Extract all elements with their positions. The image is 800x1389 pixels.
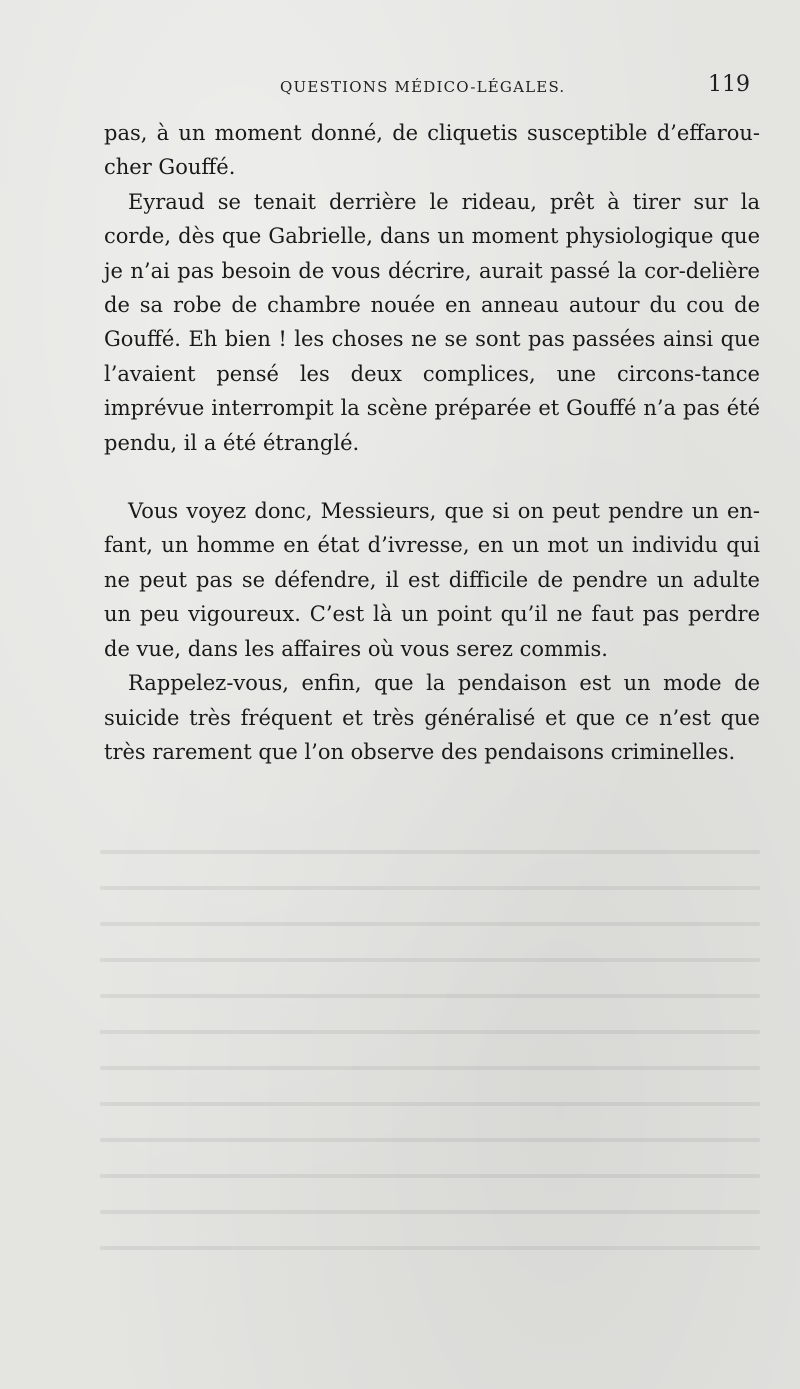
paragraph: Rappelez-vous, enfin, que la pendaison est un mode de suicide très fréquent et très généralisé et que ce n’est que très rarement que l’on observe des pendaisons criminelles. xyxy=(104,671,760,764)
verso-bleed-through xyxy=(100,850,760,1320)
paragraph: Vous voyez donc, Messieurs, que si on peut pendre un en-fant, un homme en état d’ivresse, en un mot un individu qui ne peut pas se défendre, il est difficile de pendre un adulte un peu vigoureux. C’est là un point qu’il ne faut pas perdre de vue, dans les affaires où vous serez commis. xyxy=(104,499,760,661)
paragraph: Eyraud se tenait derrière le rideau, prêt à tirer sur la corde, dès que Gabrielle, dans un moment physiologique que je n’ai pas besoin de vous décrire, aurait passé la cor-delière de sa robe de chambre nouée en anneau autour du cou de Gouffé. Eh bien ! les choses ne se sont pas passées ainsi que l’avaient pensé les deux complices, une circons-tance imprévue interrompit la scène préparée et Gouffé n’a pas été pendu, il a été étranglé. xyxy=(104,189,760,455)
running-head xyxy=(280,72,750,106)
running-title: QUESTIONS MÉDICO-LÉGALES. xyxy=(280,78,566,96)
paragraph: pas, à un moment donné, de cliquetis susceptible d’effarou-cher Gouffé. xyxy=(104,121,760,180)
page-number: 119 xyxy=(708,72,750,97)
body-text xyxy=(104,116,760,769)
